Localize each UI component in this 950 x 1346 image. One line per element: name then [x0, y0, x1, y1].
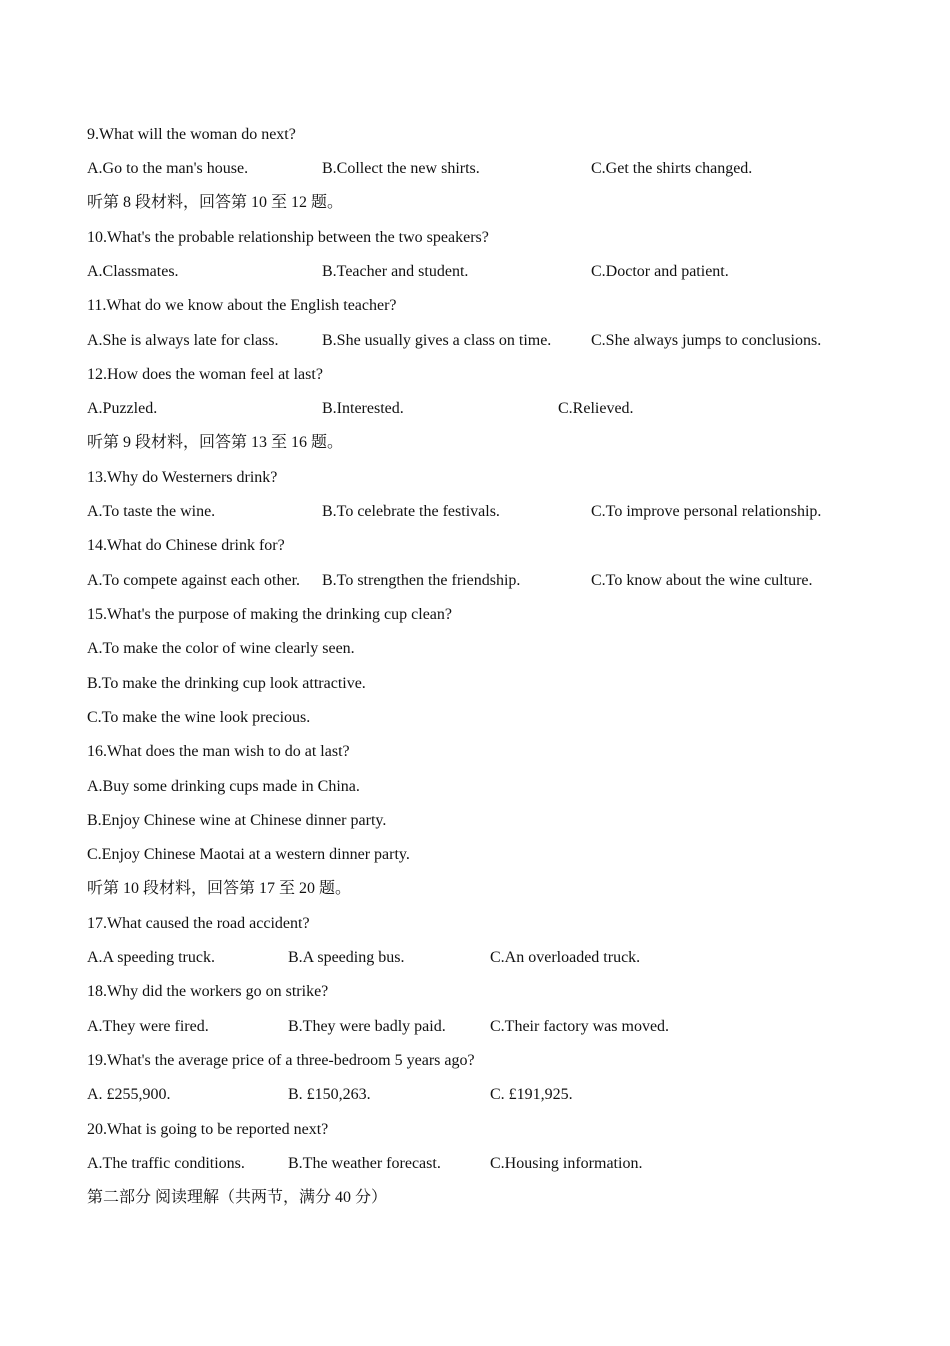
section-heading-9: 听第 9 段材料，回答第 13 至 16 题。	[87, 434, 344, 451]
option-15c: C.To make the wine look precious.	[87, 709, 311, 726]
options-9	[87, 157, 887, 181]
option-19b: B. £150,263.	[288, 1086, 371, 1103]
option-11a: A.She is always late for class.	[87, 332, 279, 349]
option-10c: C.Doctor and patient.	[591, 263, 729, 280]
section-heading-10: 听第 10 段材料，回答第 17 至 20 题。	[87, 880, 352, 897]
option-16c: C.Enjoy Chinese Maotai at a western dinner party.	[87, 846, 410, 863]
option-9b: B.Collect the new shirts.	[322, 160, 480, 177]
question-12: 12.How does the woman feel at last?	[87, 366, 323, 383]
option-20b: B.The weather forecast.	[288, 1155, 441, 1172]
option-12c: C.Relieved.	[558, 400, 634, 417]
option-20a: A.The traffic conditions.	[87, 1155, 245, 1172]
option-10b: B.Teacher and student.	[322, 263, 469, 280]
options-20	[87, 1152, 887, 1176]
options-10	[87, 260, 887, 284]
options-14	[87, 569, 887, 593]
part-two-heading: 第二部分 阅读理解（共两节，满分 40 分）	[87, 1189, 388, 1206]
option-12a: A.Puzzled.	[87, 400, 158, 417]
option-16a: A.Buy some drinking cups made in China.	[87, 778, 360, 795]
option-15a: A.To make the color of wine clearly seen.	[87, 640, 355, 657]
option-9a: A.Go to the man's house.	[87, 160, 249, 177]
option-18a: A.They were fired.	[87, 1018, 209, 1035]
options-12	[87, 397, 887, 421]
question-20: 20.What is going to be reported next?	[87, 1121, 329, 1138]
option-11c: C.She always jumps to conclusions.	[591, 332, 822, 349]
options-17	[87, 946, 887, 970]
option-13c: C.To improve personal relationship.	[591, 503, 822, 520]
option-19c: C. £191,925.	[490, 1086, 573, 1103]
option-18b: B.They were badly paid.	[288, 1018, 446, 1035]
section-heading-8: 听第 8 段材料，回答第 10 至 12 题。	[87, 194, 344, 211]
question-9: 9.What will the woman do next?	[87, 126, 296, 143]
option-18c: C.Their factory was moved.	[490, 1018, 670, 1035]
question-14: 14.What do Chinese drink for?	[87, 537, 285, 554]
option-12b: B.Interested.	[322, 400, 404, 417]
question-16: 16.What does the man wish to do at last?	[87, 743, 350, 760]
question-13: 13.Why do Westerners drink?	[87, 469, 278, 486]
options-18	[87, 1015, 887, 1039]
option-13a: A.To taste the wine.	[87, 503, 216, 520]
question-17: 17.What caused the road accident?	[87, 915, 310, 932]
options-13	[87, 500, 887, 524]
option-17a: A.A speeding truck.	[87, 949, 215, 966]
option-17b: B.A speeding bus.	[288, 949, 405, 966]
option-15b: B.To make the drinking cup look attractive.	[87, 675, 366, 692]
option-14a: A.To compete against each other.	[87, 572, 301, 589]
question-18: 18.Why did the workers go on strike?	[87, 983, 329, 1000]
options-19	[87, 1083, 887, 1107]
question-10: 10.What's the probable relationship between the two speakers?	[87, 229, 489, 246]
question-19: 19.What's the average price of a three-bedroom 5 years ago?	[87, 1052, 475, 1069]
option-14c: C.To know about the wine culture.	[591, 572, 813, 589]
options-11	[87, 329, 887, 353]
option-16b: B.Enjoy Chinese wine at Chinese dinner party.	[87, 812, 387, 829]
option-17c: C.An overloaded truck.	[490, 949, 641, 966]
option-19a: A. £255,900.	[87, 1086, 171, 1103]
question-15: 15.What's the purpose of making the drinking cup clean?	[87, 606, 452, 623]
option-20c: C.Housing information.	[490, 1155, 643, 1172]
option-14b: B.To strengthen the friendship.	[322, 572, 521, 589]
option-9c: C.Get the shirts changed.	[591, 160, 753, 177]
question-11: 11.What do we know about the English teacher?	[87, 297, 397, 314]
option-10a: A.Classmates.	[87, 263, 179, 280]
option-13b: B.To celebrate the festivals.	[322, 503, 500, 520]
option-11b: B.She usually gives a class on time.	[322, 332, 552, 349]
